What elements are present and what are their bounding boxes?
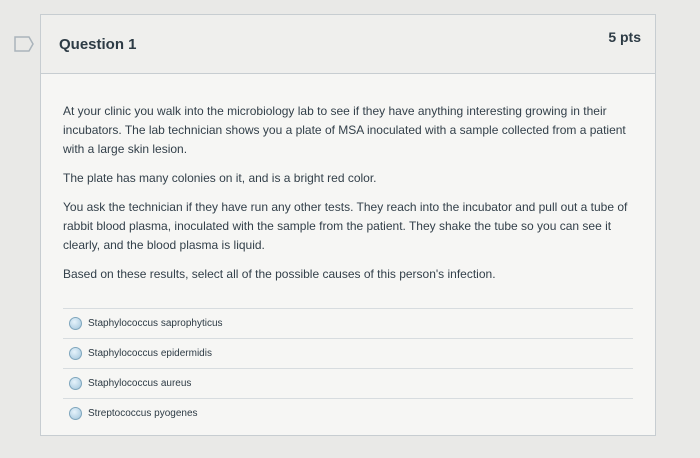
answer-option-4[interactable] <box>63 398 633 428</box>
answer-label: Staphylococcus saprophyticus <box>88 318 223 329</box>
question-body <box>41 74 655 428</box>
radio-icon[interactable] <box>69 347 82 360</box>
answer-option-3[interactable] <box>63 368 633 398</box>
question-paragraph-4: Based on these results, select all of the possible causes of this person's infection. <box>63 267 496 281</box>
question-points: 5 pts <box>608 29 641 45</box>
question-title: Question 1 <box>59 36 137 53</box>
answer-label: Streptococcus pyogenes <box>88 408 198 419</box>
radio-icon[interactable] <box>69 407 82 420</box>
answer-label: Staphylococcus aureus <box>88 378 192 389</box>
answer-option-2[interactable] <box>63 338 633 368</box>
question-card <box>40 14 656 436</box>
answer-label: Staphylococcus epidermidis <box>88 348 212 359</box>
flag-question-icon[interactable] <box>14 36 34 52</box>
radio-icon[interactable] <box>69 377 82 390</box>
question-header <box>41 15 655 74</box>
question-paragraph-3: You ask the technician if they have run any other tests. They reach into the incubator and pull out a tube of rabbit blood plasma, inoculated with the sample from the patient. They shake the tube so you can see it clearly, and the blood plasma is liquid. <box>63 200 628 252</box>
answer-option-1[interactable] <box>63 308 633 338</box>
question-paragraph-2: The plate has many colonies on it, and is a bright red color. <box>63 171 377 185</box>
radio-icon[interactable] <box>69 317 82 330</box>
answer-list <box>63 308 633 428</box>
question-paragraph-1: At your clinic you walk into the microbiology lab to see if they have anything interesting growing in their incubators. The lab technician shows you a plate of MSA inoculated with a sample collected from a patient with a large skin lesion. <box>63 104 626 156</box>
